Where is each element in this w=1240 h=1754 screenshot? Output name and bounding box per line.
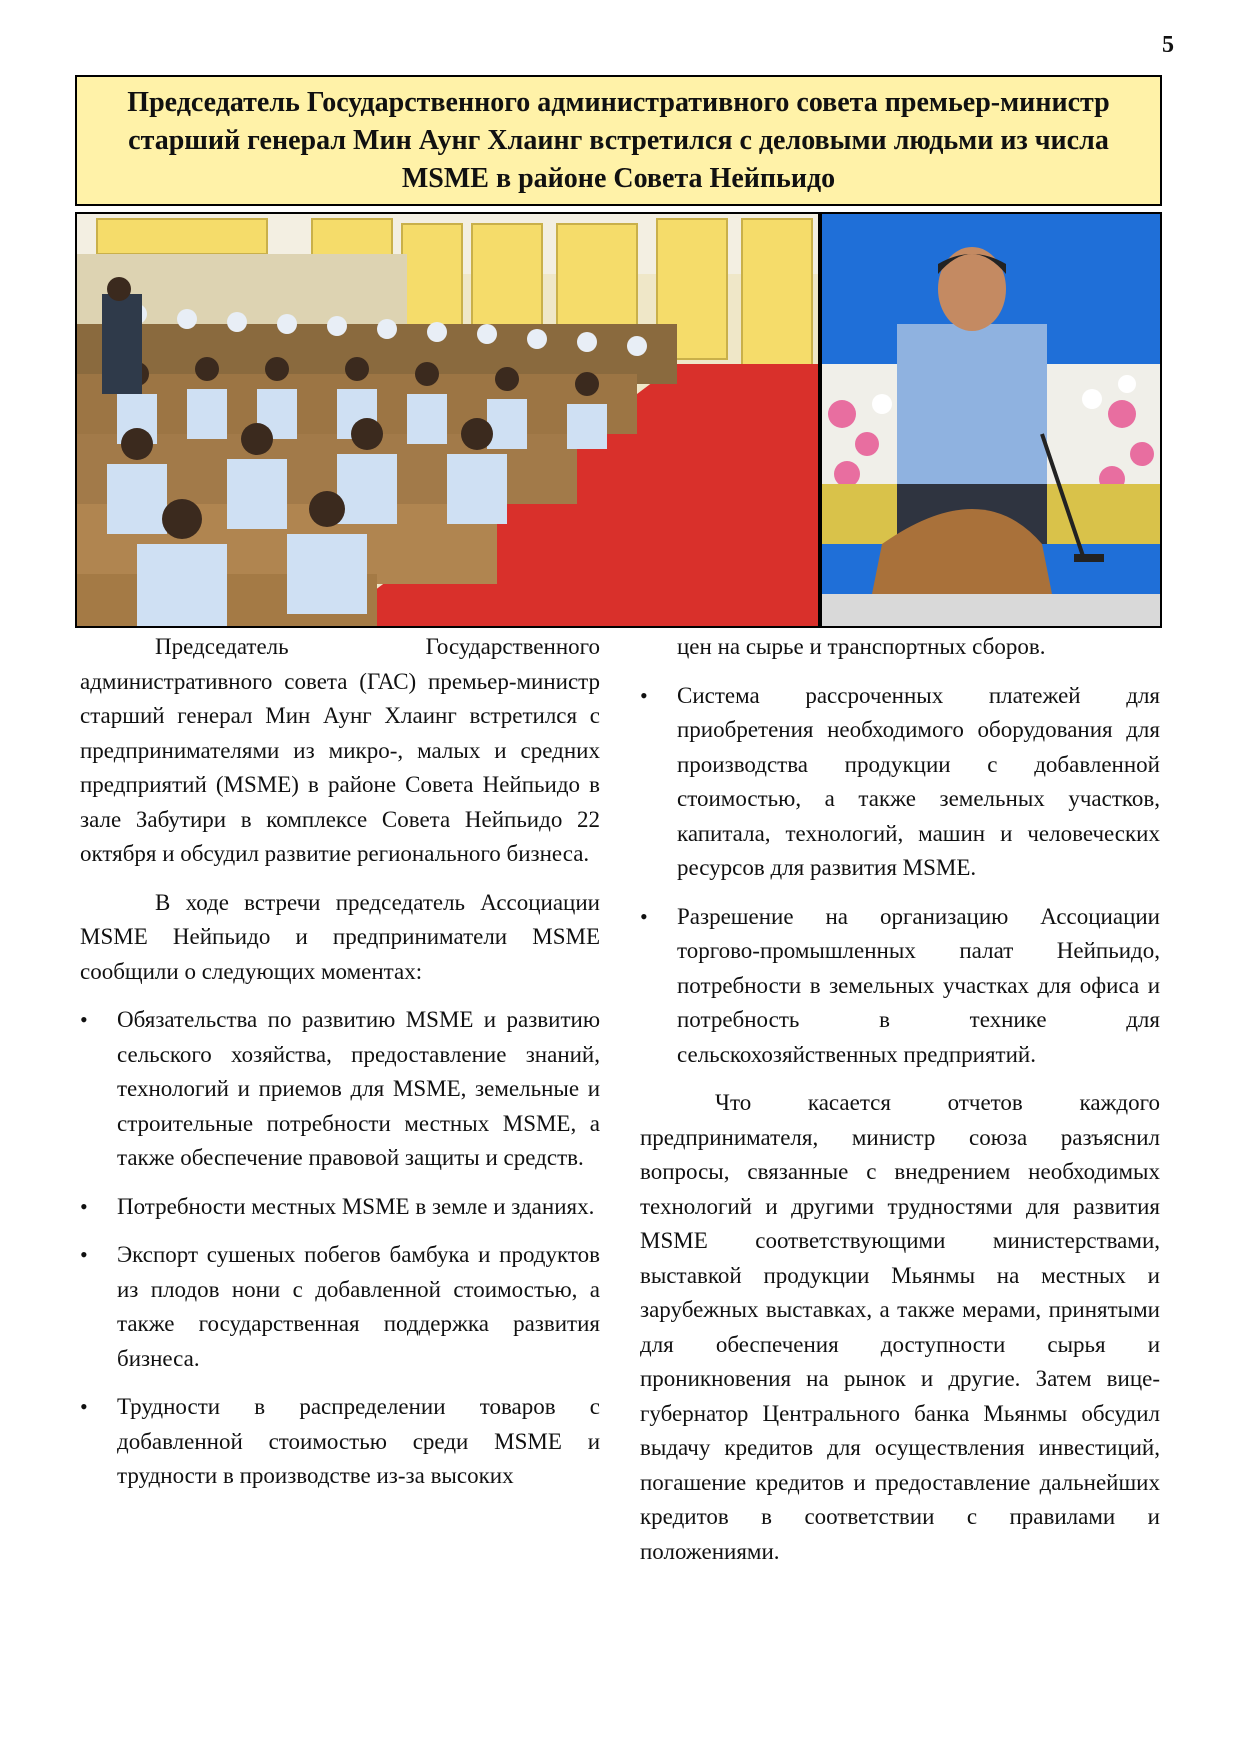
left-bullet-list bbox=[80, 1003, 600, 1494]
article-title bbox=[75, 75, 1162, 206]
article-title-text: Председатель Государственного административного совета премьер-министр старший генерал Мин Аунг Хлаинг встретился с деловыми людьми из числа MSME в районе Совета Нейпьидо bbox=[127, 86, 1110, 194]
list-item: • Разрешение на организацию Ассоциации торгово-промышленных палат Нейпьидо, потребности в земельных участках для офиса и потребность в технике для сельскохозяйственных предприятий. bbox=[640, 900, 1160, 1073]
ministers-paragraph: Что касается отчетов каждого предпринимателя, министр союза разъяснил вопросы, связанные с внедрением необходимых технологий и другими трудностями для развития MSME соответствующими министерствами, выставкой продукции Мьянмы на местных и зарубежных выставках, а также мерами, принятыми для обеспечения доступности сырья и проникновения на рынок и другие. Затем вице-губернатор Центрального банка Мьянмы обсудил выдачу кредитов для осуществления инвестиций, погашение кредитов и предоставление дальнейших кредитов в соответствии с правилами и положениями. bbox=[640, 1090, 1160, 1564]
right-column bbox=[640, 630, 1160, 1583]
meeting-hall-photo bbox=[77, 214, 818, 626]
left-column bbox=[80, 630, 600, 1508]
bullet-icon: • bbox=[80, 1193, 88, 1219]
list-item: • Потребности местных MSME в земле и зданиях. bbox=[80, 1190, 600, 1225]
bullet-icon: • bbox=[80, 1007, 88, 1032]
speaker-illustration bbox=[822, 214, 1160, 626]
speaker-photo bbox=[822, 214, 1160, 626]
bullet-continuation: цен на сырье и транспортных сборов. bbox=[677, 634, 1046, 659]
page-number: 5 bbox=[1162, 32, 1174, 58]
intro-paragraph: Председатель Государственного административного совета (ГАС) премьер-министр старший генерал Мин Аунг Хлаинг встретился с предпринимателями из микро-, малых и средних предприятий (MSME) в районе Совета Нейпьидо в зале Забутири в комплексе Совета Нейпьидо 22 октября и обсудил развитие регионального бизнеса. bbox=[80, 634, 600, 866]
photo-strip bbox=[75, 212, 1162, 628]
bullet-icon: • bbox=[640, 682, 648, 708]
list-item: • Обязательства по развитию MSME и развитию сельского хозяйства, предоставление знаний, технологий и приемов для MSME, земельные и строительные потребности местных MSME, а также обеспечение правовой защиты и средств. bbox=[80, 1003, 600, 1176]
right-bullet-list bbox=[640, 679, 1160, 1073]
bullet-icon: • bbox=[80, 1394, 88, 1419]
bullet-icon: • bbox=[80, 1242, 88, 1267]
list-item: • Экспорт сушеных побегов бамбука и продуктов из плодов нони с добавленной стоимостью, а также государственная поддержка развития бизнеса. bbox=[80, 1238, 600, 1376]
list-item: • Система рассроченных платежей для приобретения необходимого оборудования для производства продукции с добавленной стоимостью, а также земельных участков, капитала, технологий, машин и человеческих ресурсов для развития MSME. bbox=[640, 679, 1160, 886]
meeting-paragraph: В ходе встречи председатель Ассоциации MSME Нейпьидо и предприниматели MSME сообщили о следующих моментах: bbox=[80, 889, 600, 984]
meeting-hall-illustration bbox=[77, 214, 818, 626]
bullet-icon: • bbox=[640, 903, 648, 929]
list-item: • Трудности в распределении товаров с добавленной стоимостью среди MSME и трудности в производстве из-за высоких bbox=[80, 1390, 600, 1494]
